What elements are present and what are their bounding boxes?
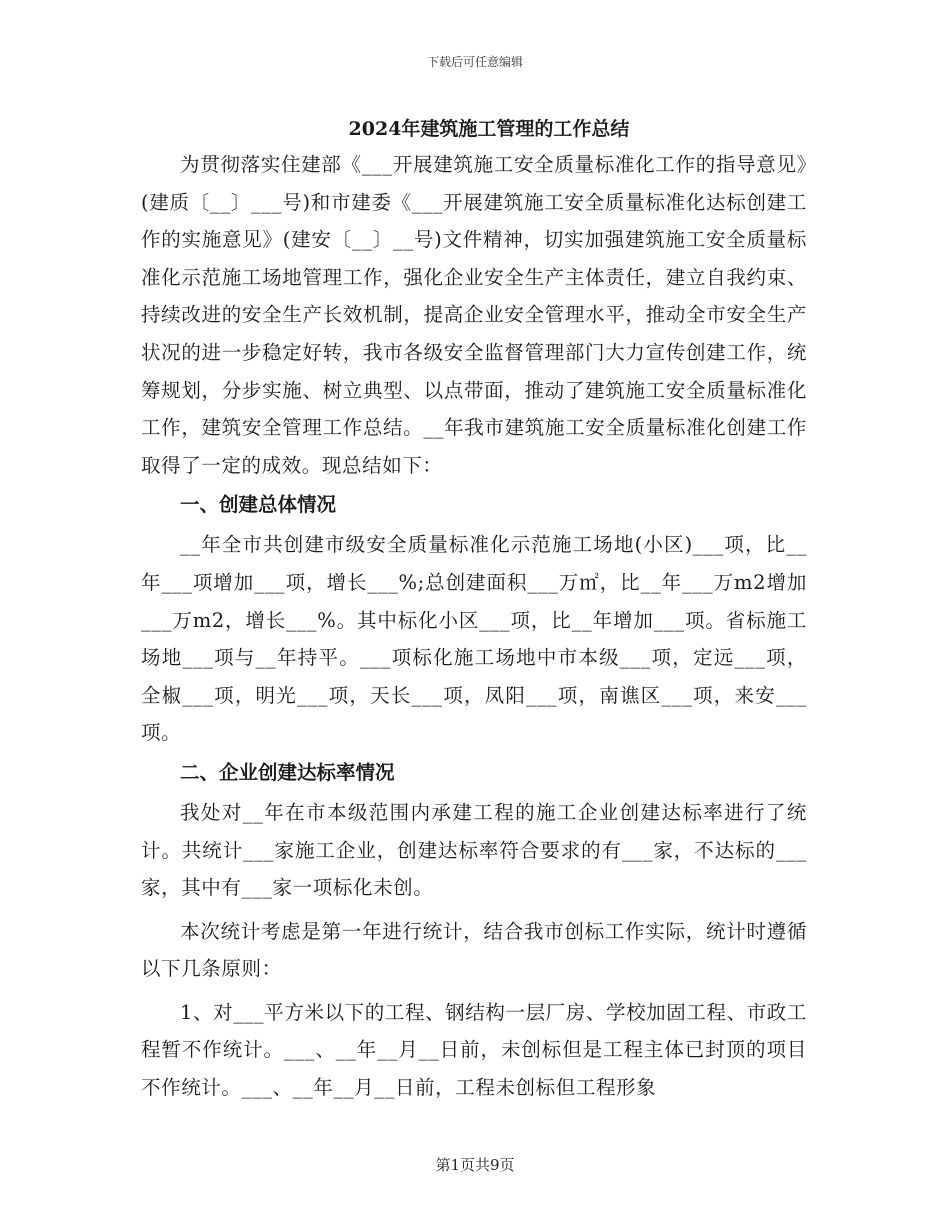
section1-paragraph: __年全市共创建市级安全质量标准化示范施工场地(小区)___项，比__年___项增加___项，增长___%;总创建面积___万㎡，比__年___万m2增加___万m2，增长___%。其中标化小区___项，比__年增加___项。省标施工场地___项与__年持平。___项标化施工场地中市本级___项，定远___项，全椒___项，明光___项，天长___项，凤阳___项，南谯区___项，来安___项。	[141, 533, 807, 745]
header-note: 下载后可任意编辑	[426, 55, 523, 69]
document-body	[141, 112, 807, 1107]
intro-paragraph: 为贯彻落实住建部《___开展建筑施工安全质量标准化工作的指导意见》(建质〔__〕___号)和市建委《___开展建筑施工安全质量标准化达标创建工作的实施意见》(建安〔__〕__号)文件精神，切实加强建筑施工安全质量标准化示范施工场地管理工作，强化企业安全生产主体责任，建立自我约束、持续改进的安全生产长效机制，提高企业安全管理水平，推动全市安全生产状况的进一步稳定好转，我市各级安全监督管理部门大力宣传创建工作，统筹规划，分步实施、树立典型、以点带面，推动了建筑施工安全质量标准化工作，建筑安全管理工作总结。__年我市建筑施工安全质量标准化创建工作取得了一定的成效。现总结如下：	[141, 153, 807, 477]
document-title: 2024年建筑施工管理的工作总结	[348, 118, 630, 140]
section2-paragraph-a: 我处对__年在市本级范围内承建工程的施工企业创建达标率进行了统计。共统计___家施工企业，创建达标率符合要求的有___家，不达标的___家，其中有___家一项标化未创。	[141, 800, 807, 900]
section2-paragraph-c: 1、对___平方米以下的工程、钢结构一层厂房、学校加固工程、市政工程暂不作统计。___、__年__月__日前，未创标但是工程主体已封顶的项目不作统计。___、__年__月__日前，工程未创标但工程形象	[141, 1000, 807, 1100]
section-heading-1: 一、创建总体情况	[180, 493, 337, 517]
section2-paragraph-b: 本次统计考虑是第一年进行统计，结合我市创标工作实际，统计时遵循以下几条原则：	[141, 919, 807, 981]
page-footer: 第1页共9页	[435, 1156, 515, 1174]
section-heading-2: 二、企业创建达标率情况	[180, 760, 395, 784]
